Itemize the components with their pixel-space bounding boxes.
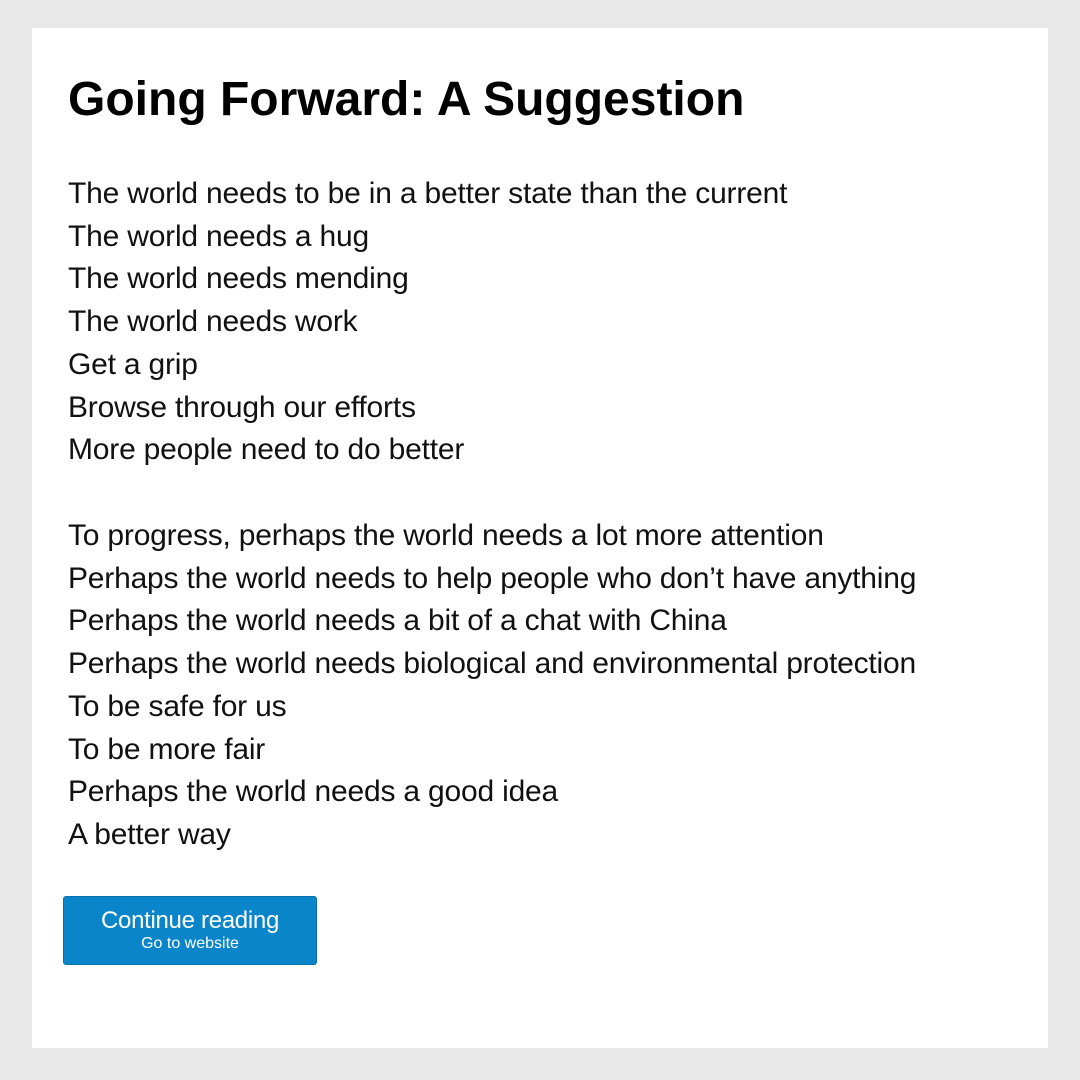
poem-line: The world needs a hug	[68, 219, 370, 253]
poem-line: Perhaps the world needs biological and environmental protection	[68, 647, 916, 681]
go-to-website-label: Go to website	[141, 935, 239, 952]
poem-line: More people need to do better	[68, 433, 465, 467]
poem-line: The world needs to be in a better state than the current	[68, 177, 788, 210]
poem-line: The world needs work	[68, 305, 358, 339]
poem-line: To progress, perhaps the world needs a lot more attention	[68, 519, 824, 552]
poem-line: Browse through our efforts	[68, 390, 416, 424]
poem-line: Perhaps the world needs a bit of a chat with China	[68, 604, 727, 638]
stanza-2	[68, 515, 916, 857]
poem-line: To be more fair	[68, 732, 266, 766]
post-title: Going Forward: A Suggestion	[68, 73, 745, 126]
poem-line: Perhaps the world needs a good idea	[68, 775, 559, 809]
poem-line: A better way	[68, 817, 231, 851]
continue-reading-button[interactable]	[63, 896, 317, 965]
poem-line: Get a grip	[68, 347, 198, 381]
poem-line: To be safe for us	[68, 689, 287, 723]
poem-line: The world needs mending	[68, 262, 409, 296]
continue-reading-label: Continue reading	[100, 907, 279, 934]
poem-line: Perhaps the world needs to help people who don’t have anything	[68, 561, 917, 595]
post-card	[32, 28, 1048, 1048]
stanza-1	[68, 173, 787, 472]
